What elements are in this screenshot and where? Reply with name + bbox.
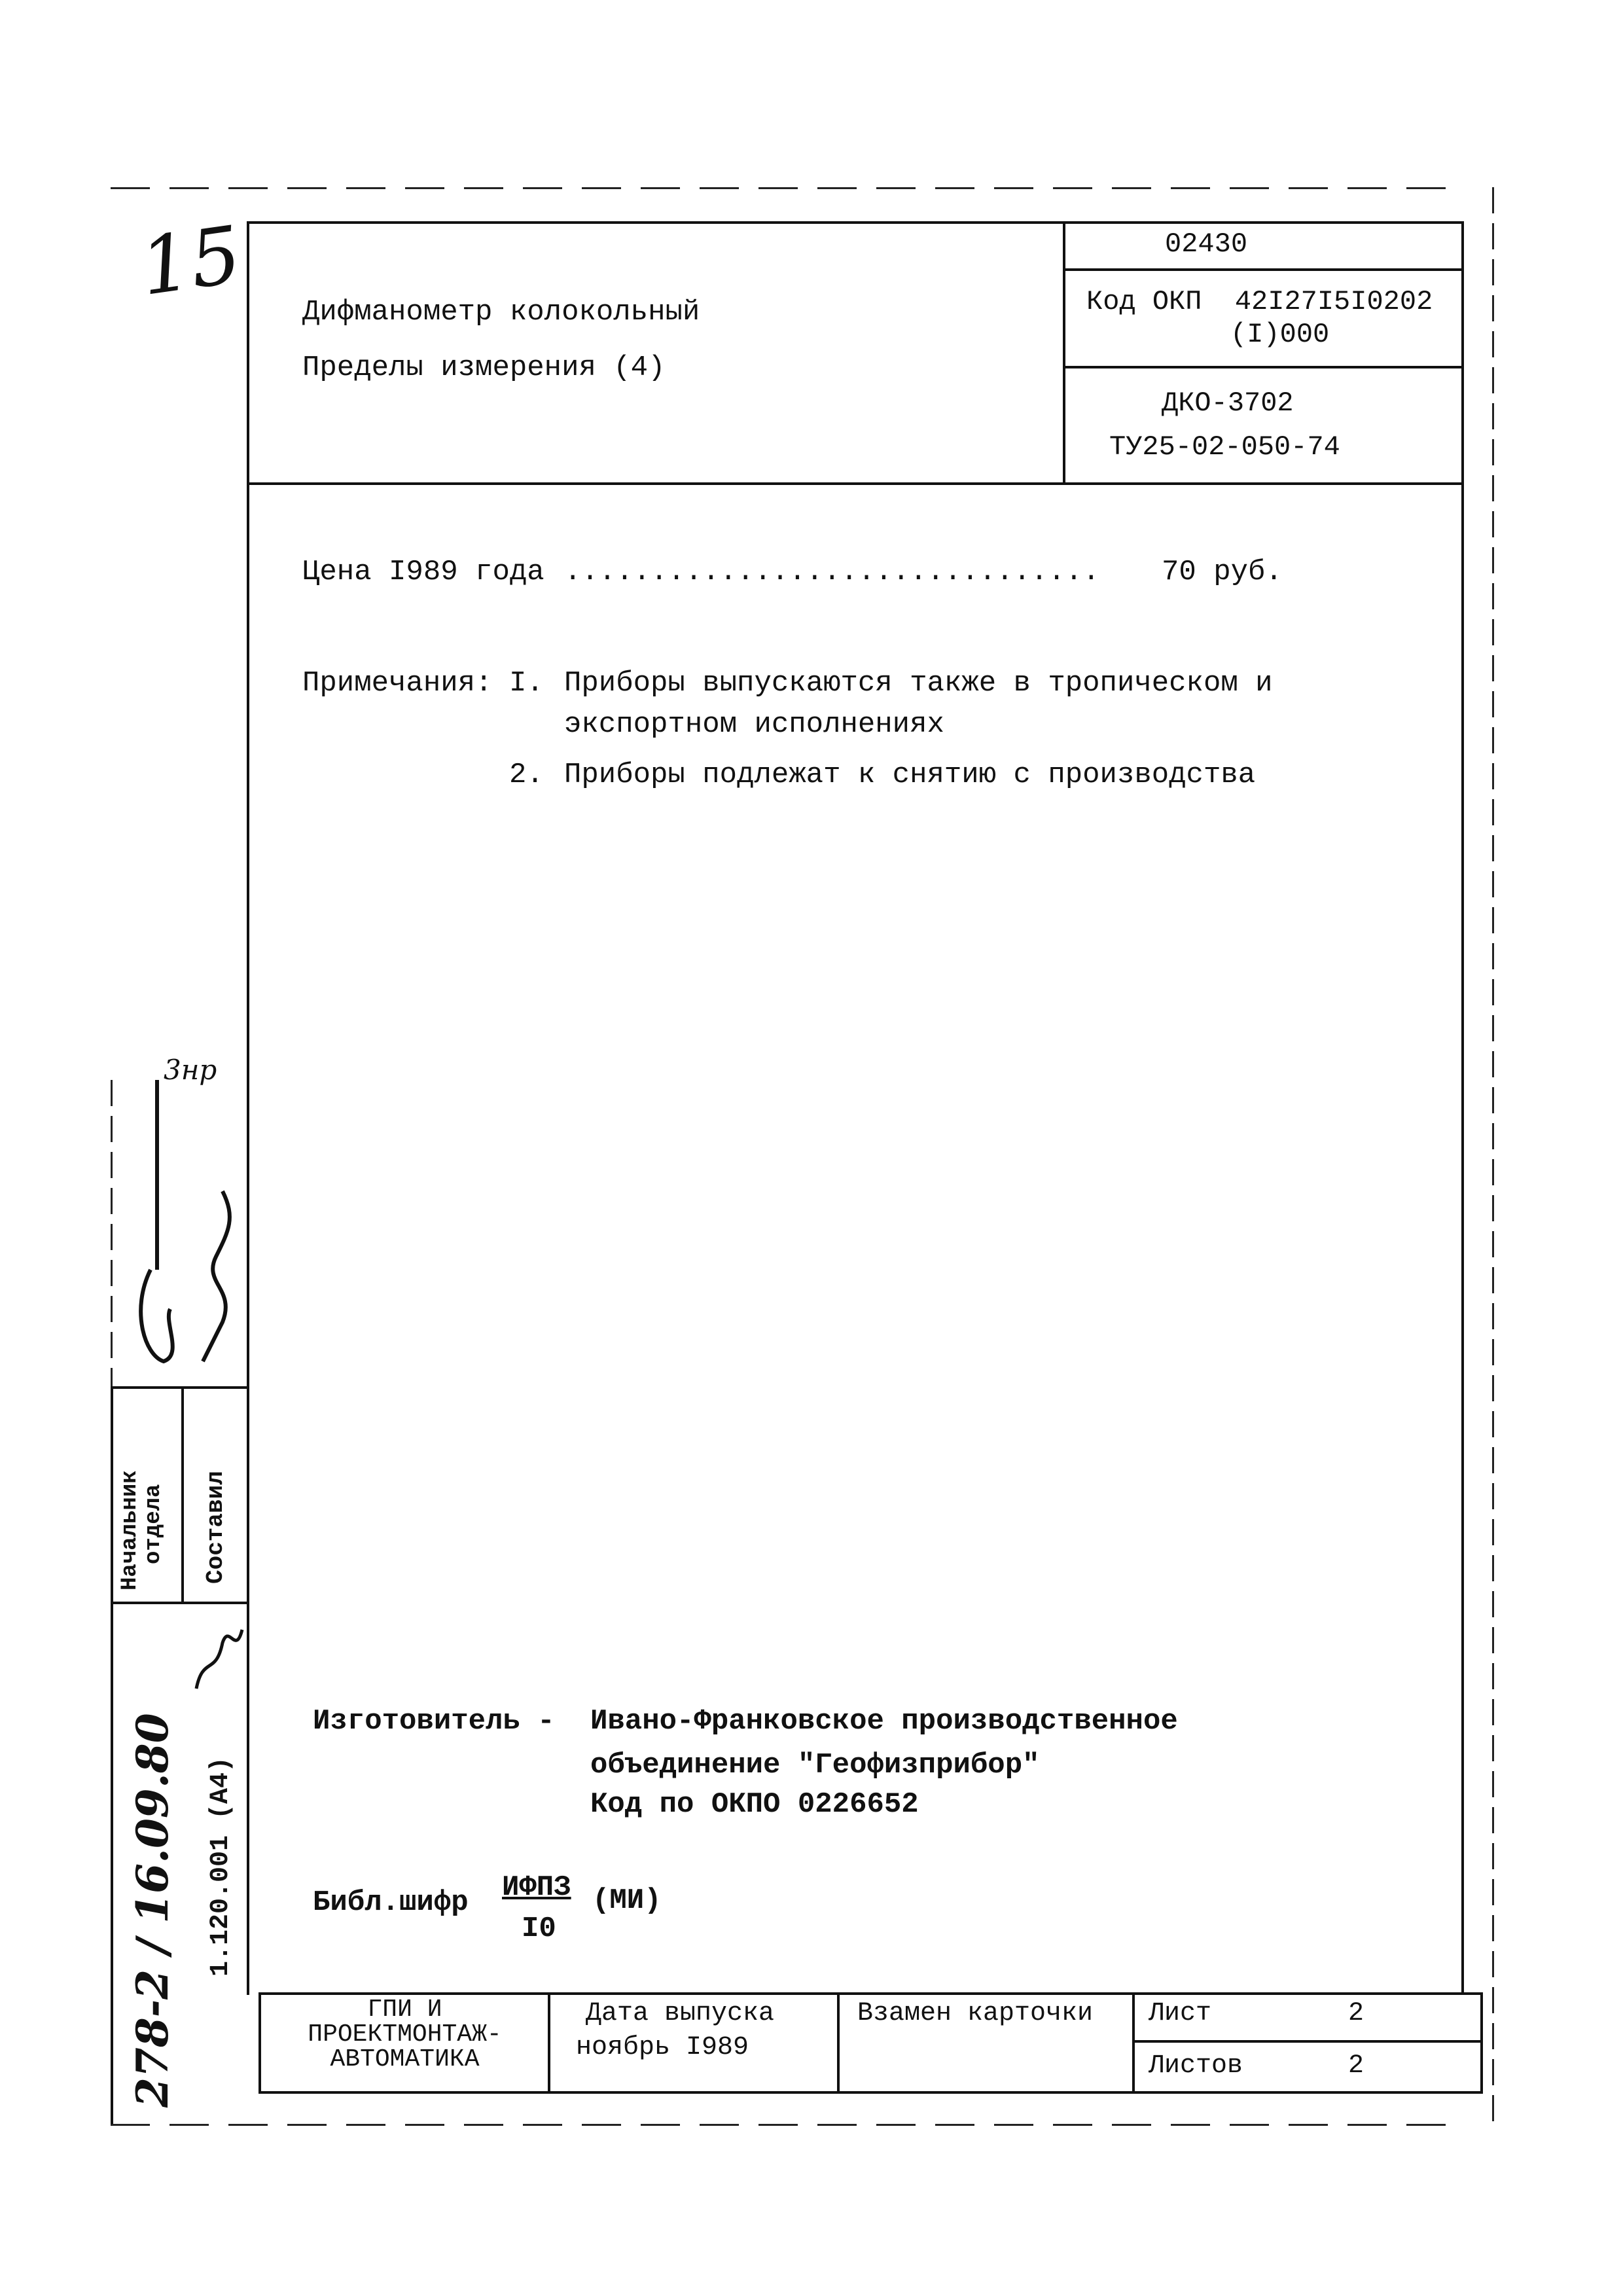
library-code-numerator: ИФПЗ [502, 1871, 571, 1904]
frame-top-border [247, 221, 1464, 224]
dept-head-line-1: Начальник [118, 1470, 143, 1590]
signatures [124, 1073, 249, 1374]
library-code-label: Библ.шифр [313, 1886, 469, 1919]
okp-code: Код ОКП 42I27I5I0202 [1086, 286, 1433, 317]
note-2-line1: Приборы подлежат к снятию с производства [564, 759, 1256, 791]
header-cell-divider-1 [1063, 268, 1463, 271]
footer-organization [262, 1998, 548, 2072]
library-code-denominator: I0 [522, 1912, 556, 1945]
sheet-value: 2 [1348, 1999, 1364, 2028]
measurement-limits: Пределы измерения (4) [302, 351, 666, 384]
footer-divider-2 [837, 1992, 840, 2091]
tech-spec: ТУ25-02-050-74 [1109, 431, 1340, 463]
side-strip-top-line [111, 1386, 248, 1389]
note-1-number: I. [509, 667, 544, 700]
manufacturer-line1: Ивано-Франковское производственное [590, 1705, 1178, 1738]
signature-mark [196, 1630, 242, 1689]
group-code: 02430 [1165, 228, 1248, 260]
outer-right-dashed-line [1492, 187, 1494, 2125]
header-bottom-border [247, 482, 1464, 485]
okp-code-suffix: (I)000 [1230, 319, 1330, 350]
price-label: Цена I989 года [302, 556, 544, 588]
footer-sheet-divider [1132, 2040, 1480, 2043]
side-strip-left-border [111, 1388, 113, 2124]
manufacturer-okpo-code: Код по ОКПО 0226652 [590, 1788, 919, 1821]
manufacturer-label: Изготовитель - [313, 1705, 555, 1738]
note-1-line2: экспортном исполнениях [564, 708, 944, 741]
signature-form [183, 1617, 249, 1695]
handwritten-registration-number: 278-2 / 16.09.80 [127, 1713, 178, 2108]
model-code: ДКО-3702 [1162, 387, 1294, 419]
release-date: ноябрь I989 [576, 2033, 749, 2062]
signature-dept-head [141, 1080, 173, 1361]
side-strip-divider [181, 1386, 184, 1602]
form-code: 1.120.001 (А4) [206, 1756, 236, 1977]
handwritten-page-number: 15 [135, 209, 247, 314]
dept-head-line-2: отдела [141, 1484, 166, 1564]
compiled-by-label: Составил [202, 1471, 229, 1584]
org-line-2: ПРОЕКТМОНТАЖ- [308, 2020, 502, 2049]
price-leader: ............................... [564, 556, 1100, 588]
note-2-number: 2. [509, 759, 544, 791]
product-name: Дифманометр колокольный [302, 296, 700, 329]
outer-bottom-dashed-line [111, 2124, 1465, 2126]
library-code-suffix: (МИ) [592, 1884, 662, 1917]
sheets-total-value: 2 [1348, 2051, 1364, 2081]
header-cell-divider-2 [1063, 366, 1463, 368]
replaces-card-label: Взамен карточки [857, 1999, 1094, 2028]
release-date-label: Дата выпуска [586, 1999, 775, 2028]
notes-label: Примечания: [302, 667, 493, 700]
manufacturer-line2: объединение "Геофизприбор" [590, 1749, 1040, 1782]
org-line-3: АВТОМАТИКА [330, 2045, 480, 2073]
outer-top-dashed-line [111, 187, 1465, 189]
note-1-line1: Приборы выпускаются также в тропическом и [564, 667, 1273, 700]
side-strip-mid-line [111, 1602, 248, 1604]
org-line-1: ГПИ И [367, 1996, 442, 2024]
frame-right-border [1461, 221, 1464, 1995]
header-column-divider [1063, 221, 1065, 483]
signature-compiler [203, 1191, 230, 1361]
handwritten-note: 3нр [164, 1054, 217, 1086]
price-value: 70 руб. [1162, 556, 1283, 588]
sheet-label: Лист [1149, 1999, 1212, 2028]
footer-divider-1 [548, 1992, 550, 2091]
sheets-total-label: Листов [1149, 2051, 1243, 2081]
dept-head-label [119, 1470, 166, 1590]
